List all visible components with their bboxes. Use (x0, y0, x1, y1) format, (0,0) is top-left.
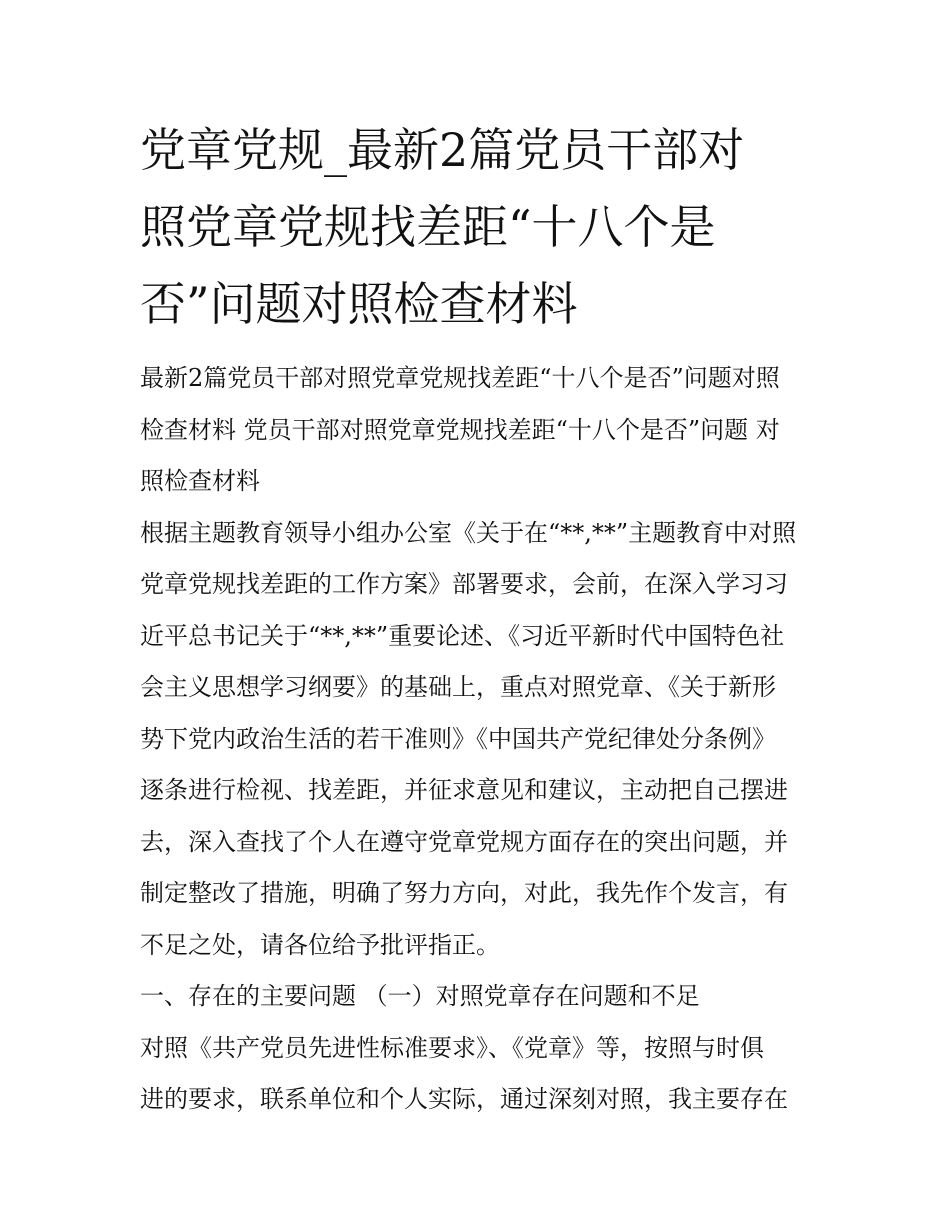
document-body (140, 353, 820, 1126)
document-title (140, 112, 820, 343)
body-line: 最新2篇党员干部对照党章党规找差距“十八个是否”问题对照 (140, 364, 780, 392)
body-line: 近平总书记关于“**,**”重要论述、《习近平新时代中国特色社 (140, 621, 785, 650)
title-line: 党章党规_最新2篇党员干部对 (140, 123, 745, 177)
body-line: 党章党规找差距的工作方案》部署要求，会前，在深入学习习 (140, 570, 788, 598)
body-line: 进的要求，联系单位和个人实际，通过深刻对照，我主要存在 (140, 1085, 788, 1113)
body-line: 不足之处，请各位给予批评指正。 (140, 930, 500, 959)
body-line: 去，深入查找了个人在遵守党章党规方面存在的突出问题，并 (140, 827, 788, 856)
body-line: 制定整改了措施，明确了努力方向，对此，我先作个发言，有 (140, 879, 788, 907)
body-line: 逐条进行检视、找差距，并征求意见和建议，主动把自己摆进 (140, 776, 788, 804)
body-line: 根据主题教育领导小组办公室《关于在“**,**”主题教育中对照 (140, 518, 797, 547)
body-line: 检查材料 党员干部对照党章党规找差距“十八个是否”问题 对 (140, 415, 780, 444)
section-heading: 一、存在的主要问题 （一）对照党章存在问题和不足 (140, 982, 700, 1010)
body-line: 照检查材料 (140, 467, 260, 495)
title-line: 照党章党规找差距“十八个是 (140, 200, 716, 254)
body-line: 对照《共产党员先进性标准要求》、《党章》等，按照与时俱 (140, 1033, 764, 1062)
body-line: 势下党内政治生活的若干准则》《中国共产党纪律处分条例》 (140, 724, 776, 753)
body-line: 会主义思想学习纲要》的基础上，重点对照党章、《关于新形 (140, 673, 776, 701)
title-line: 否”问题对照检查材料 (140, 277, 578, 331)
